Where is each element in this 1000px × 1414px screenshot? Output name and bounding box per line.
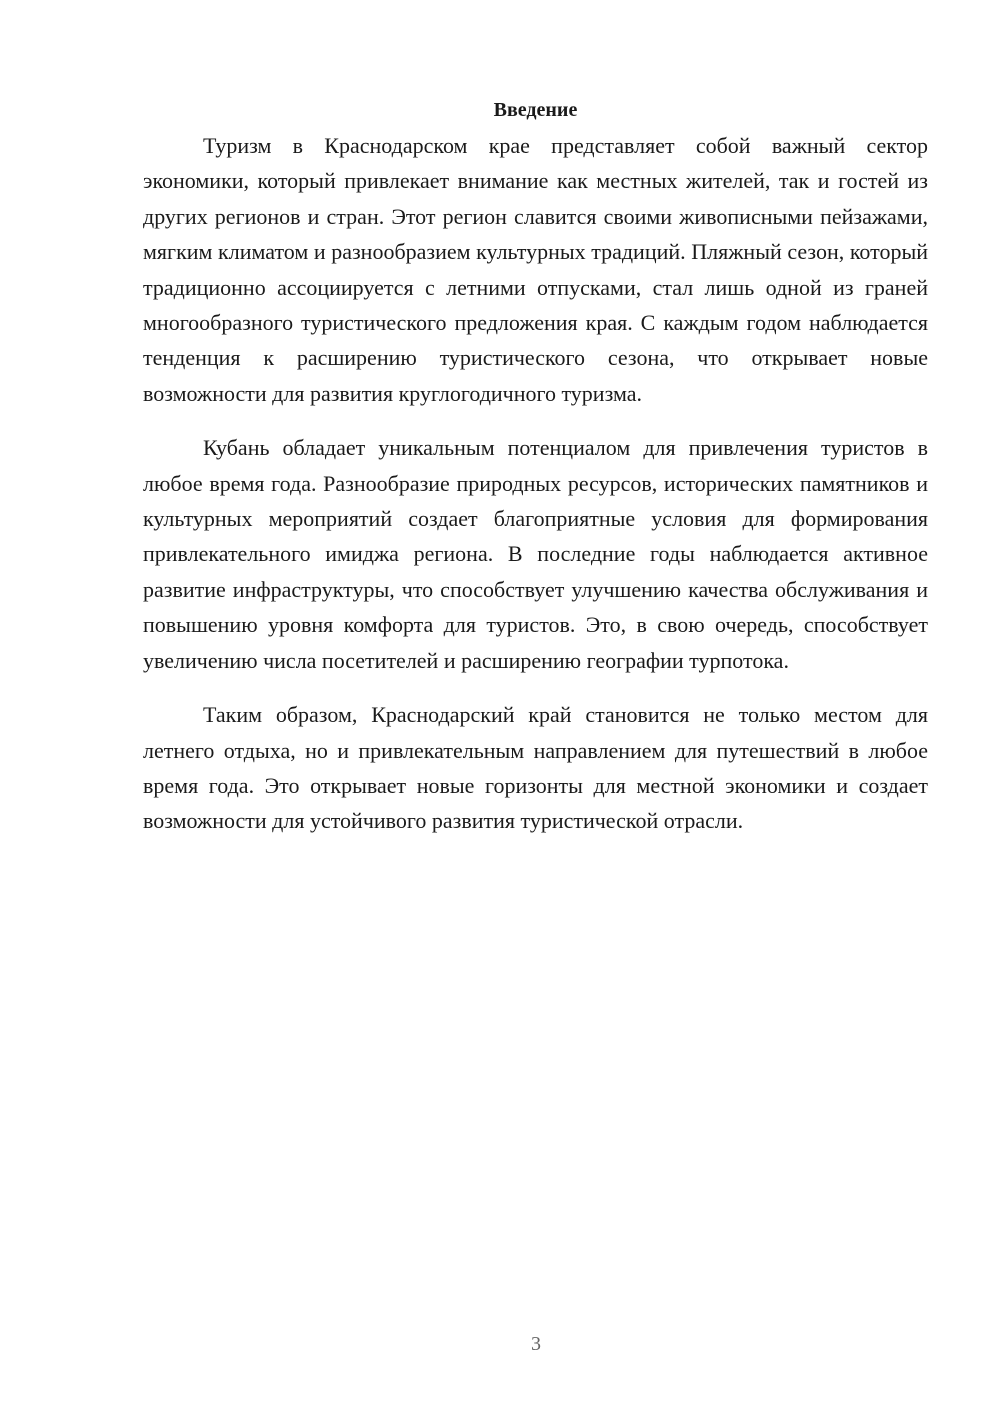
paragraph-1: Туризм в Краснодарском крае представляет собой важный сектор экономики, который привлекает внимание как местных жителей, так и гостей из других регионов и стран. Этот регион славится своими живописными пейзажами, мягким климатом и разнообразием культурных традиций. Пляжный сезон, который традиционно ассоциируется с летними отпусками, стал лишь одной из граней многообразного туристического предложения края. С каждым годом наблюдается тенденция к расширению туристического сезона, что открывает новые возможности для развития круглогодичного туризма. xyxy=(143,133,928,406)
paragraph-2: Кубань обладает уникальным потенциалом для привлечения туристов в любое время года. Разнообразие природных ресурсов, исторических памятников и культурных мероприятий создает благоприятные условия для формирования привлекательного имиджа региона. В последние годы наблюдается активное развитие инфраструктуры, что способствует улучшению качества обслуживания и повышению уровня комфорта для туристов. Это, в свою очередь, способствует увеличению числа посетителей и расширению географии турпотока. xyxy=(143,435,928,673)
document-page xyxy=(143,94,928,858)
section-title: Введение xyxy=(493,99,578,121)
page-number: 3 xyxy=(531,1333,541,1355)
paragraph-3: Таким образом, Краснодарский край становится не только местом для летнего отдыха, но и привлекательным направлением для путешествий в любое время года. Это открывает новые горизонты для местной экономики и создает возможности для устойчивого развития туристической отрасли. xyxy=(143,702,928,834)
